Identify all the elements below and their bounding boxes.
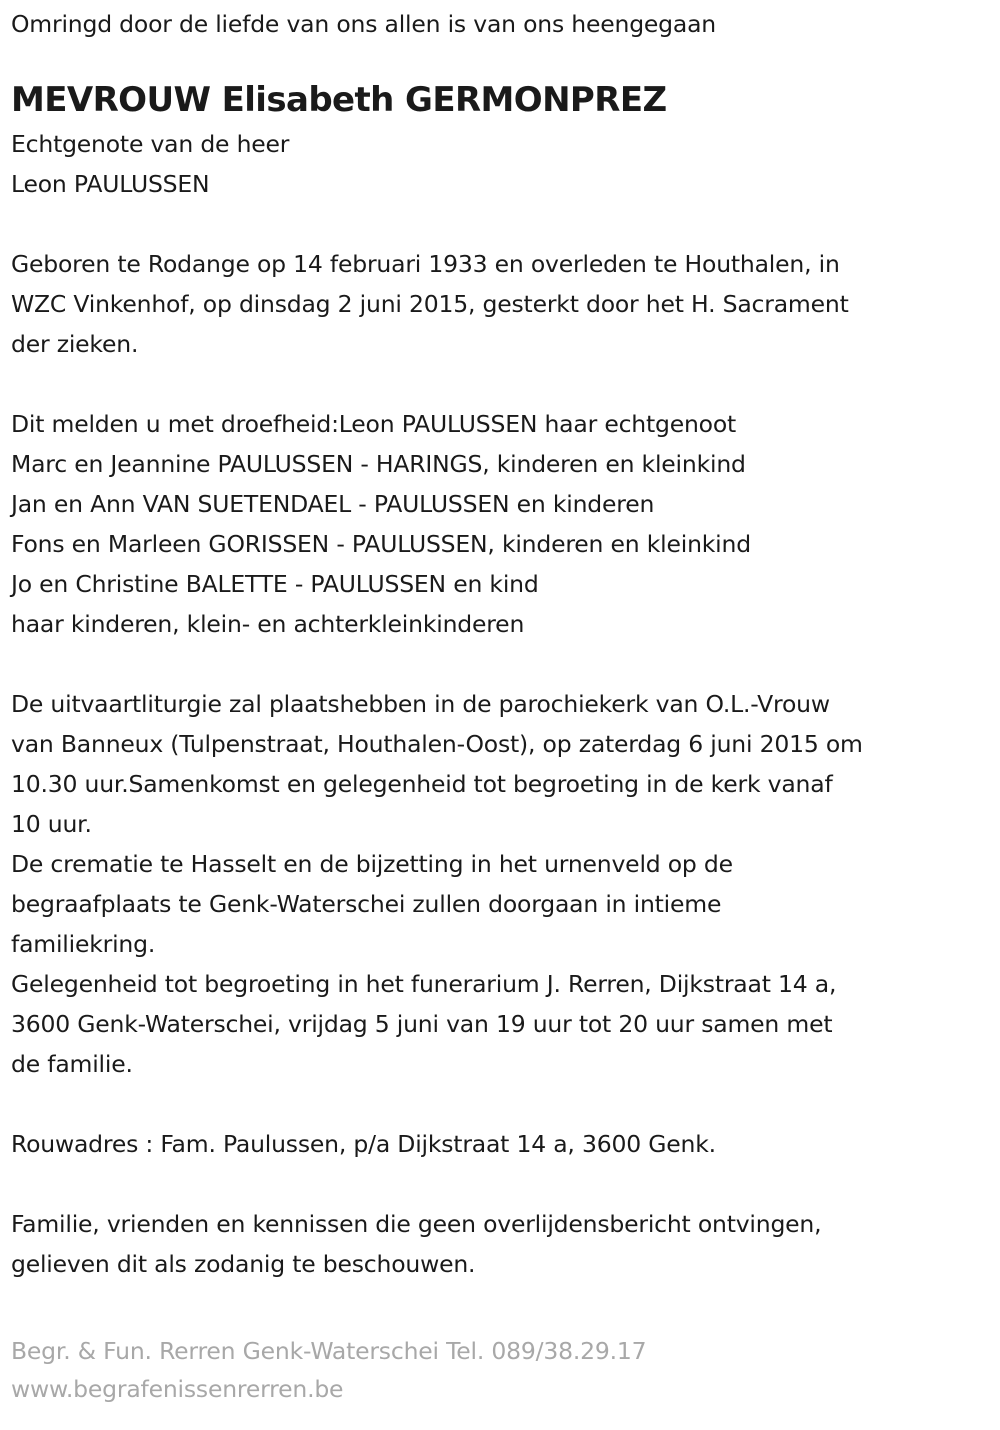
funeral-line: de familie.	[11, 1050, 133, 1078]
funeral-line: familiekring.	[11, 930, 156, 958]
birth-death-line: der zieken.	[11, 330, 139, 358]
funeral-line: De uitvaartliturgie zal plaatshebben in de parochiekerk van O.L.-Vrouw	[11, 690, 830, 718]
spouse-line: Echtgenote van de heer	[11, 130, 290, 158]
funeral-line: van Banneux (Tulpenstraat, Houthalen-Oost), op zaterdag 6 juni 2015 om	[11, 730, 863, 758]
notice-section	[11, 1204, 991, 1284]
intro-text: Omringd door de liefde van ons allen is van ons heengegaan	[11, 10, 716, 38]
deceased-name: MEVROUW Elisabeth GERMONPREZ	[11, 80, 667, 120]
birth-death-line: Geboren te Rodange op 14 februari 1933 en overleden te Houthalen, in	[11, 250, 840, 278]
funeral-line: 3600 Genk-Waterschei, vrijdag 5 juni van 19 uur tot 20 uur samen met	[11, 1010, 833, 1038]
funeral-line: Gelegenheid tot begroeting in het funerarium J. Rerren, Dijkstraat 14 a,	[11, 970, 837, 998]
birth-death-line: WZC Vinkenhof, op dinsdag 2 juni 2015, gesterkt door het H. Sacrament	[11, 290, 849, 318]
address-section	[11, 1124, 991, 1164]
death-notice	[11, 0, 991, 1408]
family-line: haar kinderen, klein- en achterkleinkinderen	[11, 610, 525, 638]
funeral-line: De crematie te Hasselt en de bijzetting in het urnenveld op de	[11, 850, 733, 878]
birth-death-section	[11, 244, 991, 364]
family-section	[11, 404, 991, 644]
footer	[11, 1332, 991, 1408]
family-line: Jo en Christine BALETTE - PAULUSSEN en kind	[11, 570, 539, 598]
funeral-section	[11, 684, 991, 1084]
family-line: Jan en Ann VAN SUETENDAEL - PAULUSSEN en kinderen	[11, 490, 655, 518]
family-line: Fons en Marleen GORISSEN - PAULUSSEN, kinderen en kleinkind	[11, 530, 751, 558]
funeral-line: 10 uur.	[11, 810, 92, 838]
notice-line: Familie, vrienden en kennissen die geen overlijdensbericht ontvingen,	[11, 1210, 822, 1238]
spouse-line: Leon PAULUSSEN	[11, 170, 210, 198]
spouse-section	[11, 124, 991, 204]
family-line: Dit melden u met droefheid:Leon PAULUSSEN haar echtgenoot	[11, 410, 737, 438]
notice-line: gelieven dit als zodanig te beschouwen.	[11, 1250, 476, 1278]
funeral-home-contact: Begr. & Fun. Rerren Genk-Waterschei Tel. 089/38.29.17	[11, 1337, 647, 1365]
family-line: Marc en Jeannine PAULUSSEN - HARINGS, kinderen en kleinkind	[11, 450, 746, 478]
funeral-home-website[interactable]: www.begrafenissenrerren.be	[11, 1375, 344, 1403]
funeral-line: begraafplaats te Genk-Waterschei zullen doorgaan in intieme	[11, 890, 722, 918]
funeral-line: 10.30 uur.Samenkomst en gelegenheid tot begroeting in de kerk vanaf	[11, 770, 833, 798]
mourning-address: Rouwadres : Fam. Paulussen, p/a Dijkstraat 14 a, 3600 Genk.	[11, 1130, 716, 1158]
